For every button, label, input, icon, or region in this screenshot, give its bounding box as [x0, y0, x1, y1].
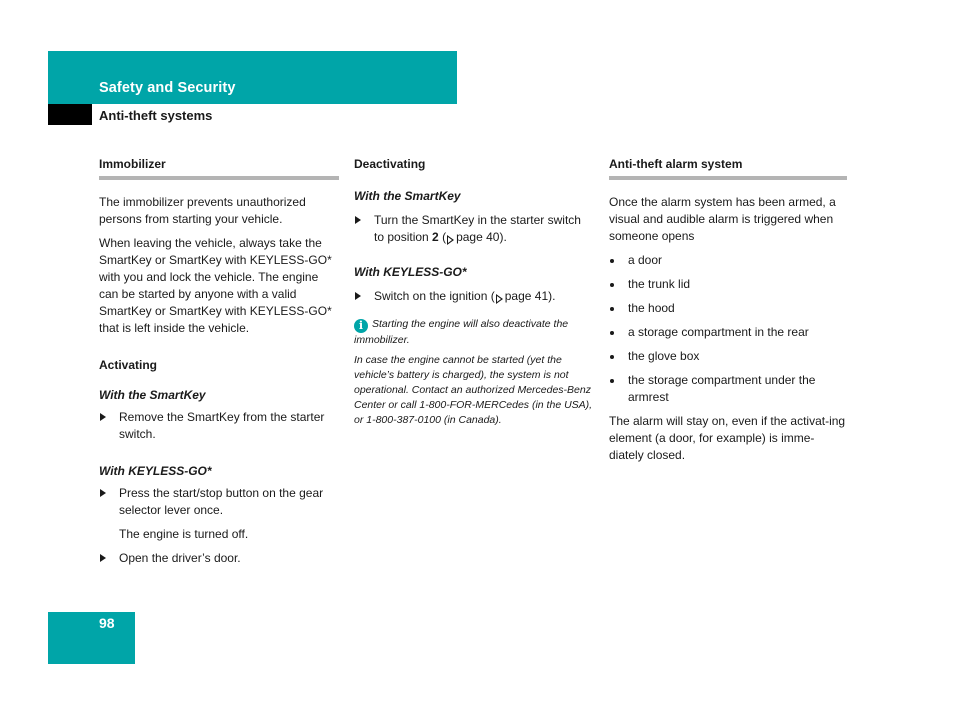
step-arrow-icon	[100, 413, 106, 421]
instruction-step	[354, 212, 594, 246]
immobilizer-heading: Immobilizer	[99, 156, 339, 180]
alarm-outro-paragraph: The alarm will stay on, even if the activat-ing element (a door, for example) is imme-diately closed.	[609, 414, 846, 462]
page-number-box	[48, 612, 135, 664]
instruction-step	[99, 485, 339, 519]
deactivating-heading: Deactivating	[354, 157, 426, 171]
page-reference-link[interactable]: page 40).	[456, 230, 507, 244]
step-arrow-icon	[100, 489, 106, 497]
step-arrow-icon	[355, 216, 361, 224]
list-item: the glove box	[609, 348, 847, 365]
step-text: Open the driver’s door.	[119, 551, 241, 565]
with-smartkey-heading: With the SmartKey	[354, 189, 461, 203]
instruction-step	[99, 409, 339, 443]
activating-heading: Activating	[99, 358, 158, 372]
immobilizer-paragraph: The immobilizer prevents unauthorized persons from starting your vehicle.	[99, 195, 306, 226]
alarm-intro-paragraph: Once the alarm system has been armed, a visual and audible alarm is triggered when someone opens	[609, 195, 836, 243]
step-text: Remove the SmartKey from the starter switch.	[119, 410, 325, 441]
step-result: The engine is turned off.	[119, 527, 249, 541]
step-text: Switch on the ignition (	[374, 289, 495, 303]
info-note-text: Starting the engine will also deactivate the immobilizer.	[354, 318, 569, 346]
page-reference-link[interactable]: page 41).	[504, 289, 556, 303]
position-number: 2	[432, 230, 439, 244]
header-tab-marker	[48, 104, 92, 125]
section-header-band	[48, 51, 457, 104]
with-keyless-go-heading: With KEYLESS-GO*	[354, 265, 467, 279]
step-text: (	[438, 230, 447, 244]
instruction-step	[99, 550, 339, 567]
with-smartkey-heading: With the SmartKey	[99, 388, 206, 402]
step-text: Press the start/stop button on the gear selector lever once.	[119, 486, 324, 517]
column-anti-theft-alarm	[609, 156, 847, 471]
list-item: a door	[609, 252, 847, 269]
column-immobilizer	[99, 156, 339, 574]
list-item: a storage compartment in the rear	[609, 324, 847, 341]
immobilizer-paragraph: When leaving the vehicle, always take the SmartKey or SmartKey with KEYLESS-GO* with you and lock the vehicle. The engine can be started by anyone with a valid SmartKey or SmartKey with KEYLESS-GO* that is left inside the vehicle.	[99, 236, 332, 335]
list-item: the hood	[609, 300, 847, 317]
step-arrow-icon	[355, 292, 361, 300]
with-keyless-go-heading: With KEYLESS-GO*	[99, 464, 212, 478]
alarm-trigger-list	[609, 252, 847, 406]
info-note	[354, 317, 594, 348]
page-number: 98	[99, 615, 115, 631]
column-deactivating	[354, 156, 594, 428]
step-arrow-icon	[100, 554, 106, 562]
subsection-title: Anti-theft systems	[99, 108, 213, 123]
anti-theft-alarm-heading: Anti-theft alarm system	[609, 156, 847, 180]
info-note-detail: In case the engine cannot be started (yet the vehicle’s battery is charged), the system is not operational. Contact an authorized Mercedes-Benz Center or call 1-800-FOR-MERCedes (in the USA), or 1-800-387-0100 (in Canada).	[354, 354, 593, 426]
step-text: Turn the SmartKey in the starter switch to position	[374, 213, 581, 244]
list-item: the trunk lid	[609, 276, 847, 293]
instruction-step	[354, 288, 594, 305]
list-item: the storage compartment under the armrest	[609, 372, 847, 406]
info-icon: i	[354, 319, 368, 333]
section-title: Safety and Security	[99, 80, 236, 96]
